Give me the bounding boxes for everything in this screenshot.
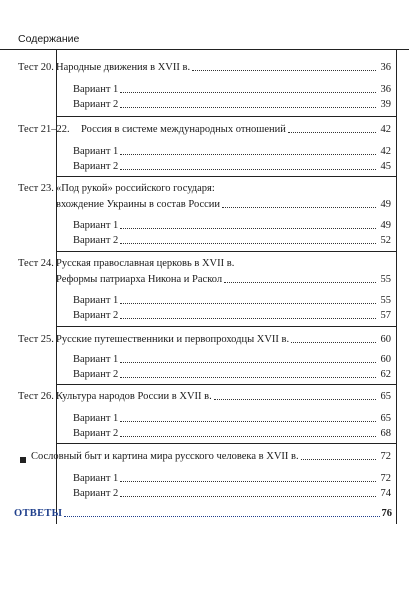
variant-1-line[interactable] xyxy=(56,295,397,307)
leader-dots xyxy=(120,435,376,437)
leader-dots xyxy=(291,341,376,343)
leader-dots xyxy=(120,227,376,229)
variant-label: Вариант 1 xyxy=(73,220,119,231)
page-number: 55 xyxy=(380,274,391,285)
entry-divider xyxy=(56,251,397,252)
page-number: 52 xyxy=(380,235,391,246)
leader-dots xyxy=(120,153,376,155)
variant-label: Вариант 2 xyxy=(73,161,119,172)
page-number: 76 xyxy=(381,508,392,519)
variant-label: Вариант 1 xyxy=(73,473,119,484)
variant-1-line[interactable] xyxy=(56,84,397,96)
page-number: 57 xyxy=(380,310,391,321)
variant-1-line[interactable] xyxy=(56,220,397,232)
leader-dots xyxy=(120,480,376,482)
variant-label: Вариант 1 xyxy=(73,295,119,306)
leader-dots xyxy=(120,91,376,93)
entry-title-continued: Реформы патриарха Никона и Раскол xyxy=(56,274,223,285)
page-number: 39 xyxy=(380,99,391,110)
variant-label: Вариант 2 xyxy=(73,428,119,439)
leader-dots xyxy=(120,361,376,363)
page-number: 72 xyxy=(380,451,391,462)
page-number: 45 xyxy=(380,161,391,172)
page-number: 60 xyxy=(380,354,391,365)
entry-title: Русская православная церковь в XVII в. xyxy=(56,258,235,269)
entry-divider xyxy=(56,176,397,177)
page-number: 42 xyxy=(380,146,391,157)
leader-dots xyxy=(288,131,376,133)
bullet-square-icon xyxy=(20,457,26,463)
entry-title-line-1 xyxy=(56,258,357,270)
leader-dots xyxy=(120,495,376,497)
leader-dots xyxy=(120,106,376,108)
variant-2-line[interactable] xyxy=(56,369,397,381)
variant-1-line[interactable] xyxy=(56,354,397,366)
entry-title: Народные движения в XVII в. xyxy=(56,62,191,73)
leader-dots xyxy=(224,281,376,283)
entry-title: Сословный быт и картина мира русского человека в XVII в. xyxy=(31,451,299,462)
entry-title: Русские путешественники и первопроходцы XVII в. xyxy=(56,334,290,345)
variant-1-line[interactable] xyxy=(56,146,397,158)
entry-title: Культура народов России в XVII в. xyxy=(56,391,212,402)
entry-title-line-1 xyxy=(56,183,357,195)
entry-title: Россия в системе международных отношений xyxy=(81,124,286,135)
variant-label: Вариант 1 xyxy=(73,146,119,157)
test-number: Тест 25. xyxy=(18,334,54,345)
variant-2-line[interactable] xyxy=(56,428,397,440)
page-number: 65 xyxy=(380,413,391,424)
entry-title-line-2 xyxy=(56,274,397,286)
variant-label: Вариант 2 xyxy=(73,488,119,499)
test-number: Тест 21–22. xyxy=(18,124,70,135)
test-number: Тест 23. xyxy=(18,183,54,194)
page-header-title: Содержание xyxy=(18,33,80,45)
leader-dots xyxy=(64,516,379,517)
page-number: 62 xyxy=(380,369,391,380)
entry-title-line xyxy=(56,391,397,403)
leader-dots xyxy=(192,69,376,71)
answers-label: ОТВЕТЫ xyxy=(14,508,63,519)
entry-title-continued: вхождение Украины в состав России xyxy=(56,199,221,210)
leader-dots xyxy=(301,458,376,460)
entry-divider xyxy=(56,116,397,117)
leader-dots xyxy=(222,206,376,208)
variant-2-line[interactable] xyxy=(56,310,397,322)
variant-label: Вариант 2 xyxy=(73,99,119,110)
entry-divider xyxy=(56,384,397,385)
entry-divider xyxy=(56,326,397,327)
variant-label: Вариант 1 xyxy=(73,84,119,95)
variant-label: Вариант 2 xyxy=(73,369,119,380)
variant-label: Вариант 1 xyxy=(73,354,119,365)
variant-1-line[interactable] xyxy=(56,413,397,425)
entry-title-line xyxy=(56,62,397,74)
page-number: 49 xyxy=(380,199,391,210)
leader-dots xyxy=(120,242,376,244)
toc-entry-answers[interactable] xyxy=(14,508,397,520)
page-number: 42 xyxy=(380,124,391,135)
page-number: 60 xyxy=(380,334,391,345)
leader-dots xyxy=(120,302,376,304)
entry-divider xyxy=(56,443,397,444)
variant-2-line[interactable] xyxy=(56,99,397,111)
leader-dots xyxy=(120,317,376,319)
variant-2-line[interactable] xyxy=(56,488,397,500)
variant-2-line[interactable] xyxy=(56,235,397,247)
entry-title-line xyxy=(56,334,397,346)
test-number: Тест 24. xyxy=(18,258,54,269)
entry-title-line-2 xyxy=(56,199,397,211)
entry-title-line xyxy=(81,124,397,136)
page-number: 55 xyxy=(380,295,391,306)
variant-label: Вариант 2 xyxy=(73,235,119,246)
leader-dots xyxy=(120,168,376,170)
leader-dots xyxy=(214,398,376,400)
page-number: 65 xyxy=(380,391,391,402)
test-number: Тест 20. xyxy=(18,62,54,73)
page-number: 36 xyxy=(380,62,391,73)
leader-dots xyxy=(120,376,376,378)
entry-title-line xyxy=(20,451,397,463)
variant-1-line[interactable] xyxy=(56,473,397,485)
leader-dots xyxy=(120,420,376,422)
page-number: 74 xyxy=(380,488,391,499)
variant-label: Вариант 1 xyxy=(73,413,119,424)
entry-title: «Под рукой» российского государя: xyxy=(56,183,215,194)
variant-2-line[interactable] xyxy=(56,161,397,173)
page-number: 72 xyxy=(380,473,391,484)
test-number: Тест 26. xyxy=(18,391,54,402)
variant-label: Вариант 2 xyxy=(73,310,119,321)
page-number: 36 xyxy=(380,84,391,95)
page-number: 49 xyxy=(380,220,391,231)
page-number: 68 xyxy=(380,428,391,439)
